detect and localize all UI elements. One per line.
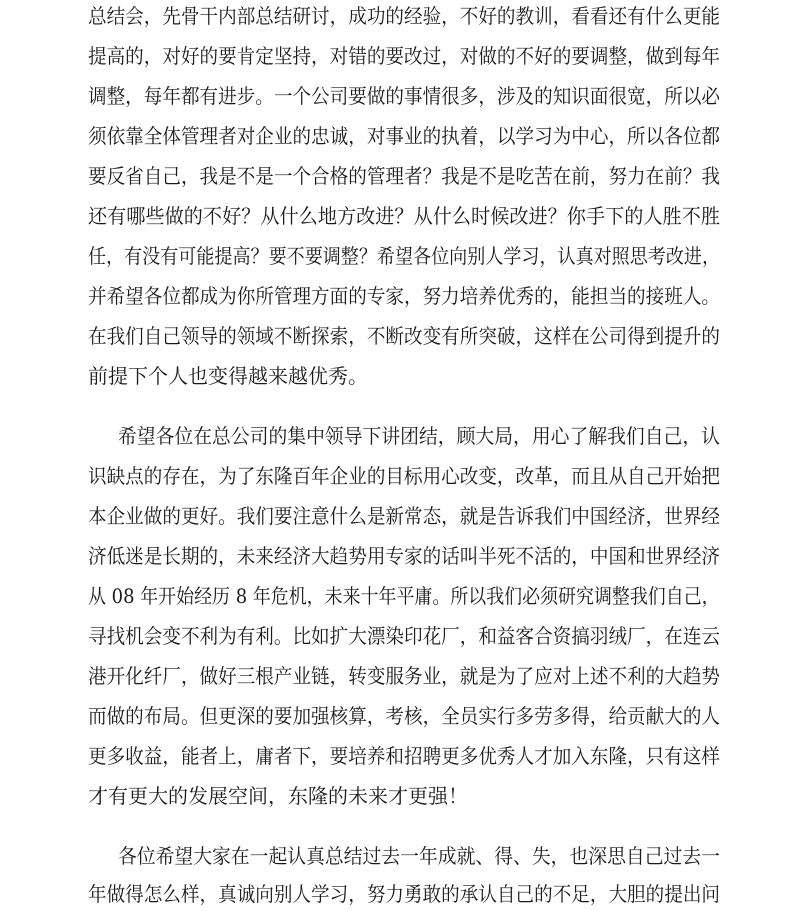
paragraph-1-line-6: 还有哪些做的不好？从什么地方改进？从什么时候改进？你手下的人胜不胜 [88,204,721,228]
paragraph-2-line-3: 本企业做的更好。我们要注意什么是新常态，就是告诉我们中国经济，世界经 [88,504,720,528]
paragraph-1-line-5: 要反省自己，我是不是一个合格的管理者？我是不是吃苦在前，努力在前？我 [88,164,720,188]
paragraph-2-line-6: 寻找机会变不利为有利。比如扩大漂染印花厂，和益客合资搞羽绒厂，在连云 [88,624,720,648]
paragraph-2-line-8: 而做的布局。但更深的要加强核算，考核，全员实行多劳多得，给贡献大的人 [88,704,720,728]
paragraph-1-line-3: 调整，每年都有进步。一个公司要做的事情很多，涉及的知识面很宽，所以必 [88,84,720,108]
paragraph-2-line-5: 从 08 年开始经历 8 年危机，未来十年平庸。所以我们必须研究调整我们自己， [88,584,720,608]
paragraph-2-line-4: 济低迷是长期的，未来经济大趋势用专家的话叫半死不活的，中国和世界经济 [88,544,720,568]
paragraph-2-line-9: 更多收益，能者上，庸者下，要培养和招聘更多优秀人才加入东隆，只有这样 [88,744,720,768]
paragraph-2-line-2: 识缺点的存在，为了东隆百年企业的目标用心改变，改革，而且从自己开始把 [88,464,720,488]
paragraph-2-line-1: 希望各位在总公司的集中领导下讲团结，顾大局，用心了解我们自己，认 [118,424,720,448]
paragraph-1-line-7: 任，有没有可能提高？要不要调整？希望各位向别人学习，认真对照思考改进， [88,244,721,268]
paragraph-1-line-10: 前提下个人也变得越来越优秀。 [88,364,368,388]
paragraph-1-line-4: 须依靠全体管理者对企业的忠诚，对事业的执着，以学习为中心，所以各位都 [88,124,720,148]
paragraph-2-line-10: 才有更大的发展空间，东隆的未来才更强！ [88,784,468,808]
paragraph-1-line-2: 提高的，对好的要肯定坚持，对错的要改过，对做的不好的要调整，做到每年 [88,44,720,68]
paragraph-3-line-2: 年做得怎么样，真诚向别人学习，努力勇敢的承认自己的不足，大胆的提出问 [88,882,720,906]
paragraph-1-line-8: 并希望各位都成为你所管理方面的专家，努力培养优秀的，能担当的接班人。 [88,284,720,308]
paragraph-1-line-9: 在我们自己领导的领域不断探索，不断改变有所突破，这样在公司得到提升的 [88,324,720,348]
paragraph-3-line-1: 各位希望大家在一起认真总结过去一年成就、得、失，也深思自己过去一 [118,844,720,868]
paragraph-2-line-7: 港开化纤厂，做好三根产业链，转变服务业，就是为了应对上述不利的大趋势 [88,664,720,688]
paragraph-1-line-1: 总结会，先骨干内部总结研讨，成功的经验，不好的教训，看看还有什么更能 [88,4,720,28]
